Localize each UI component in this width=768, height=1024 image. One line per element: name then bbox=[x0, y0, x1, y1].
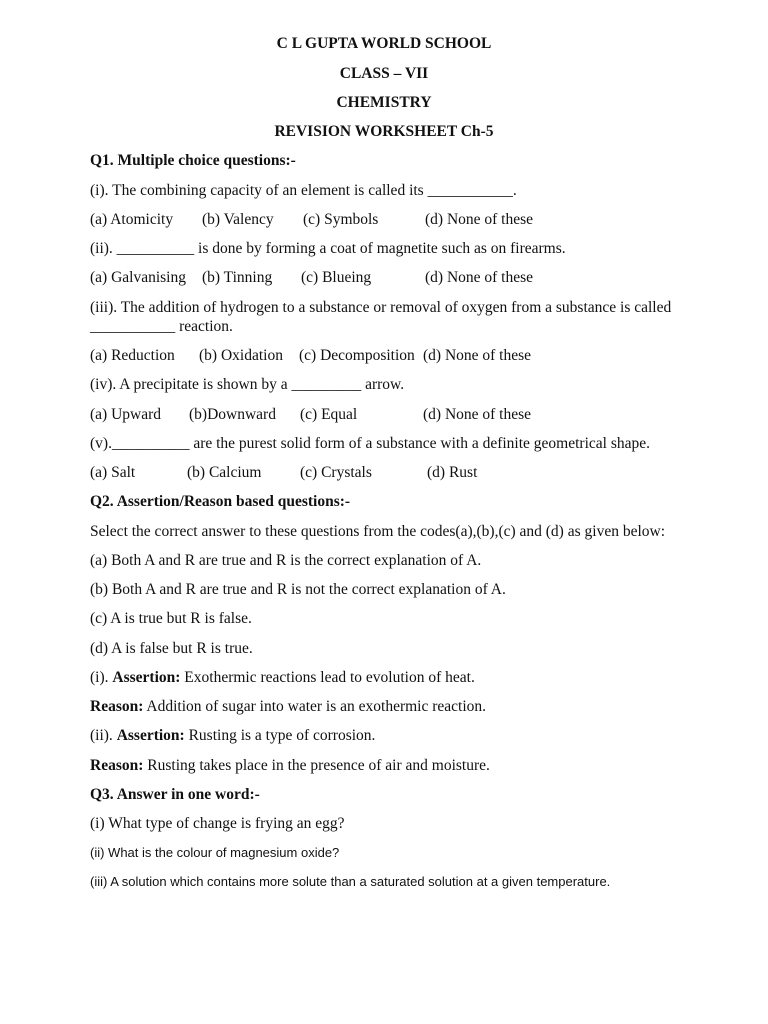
q1-5-option-a: (a) Salt bbox=[90, 464, 136, 481]
q2-assertion-1 bbox=[90, 668, 475, 688]
q3-heading: Q3. Answer in one word:- bbox=[90, 786, 260, 803]
assertion-label: Assertion: bbox=[116, 727, 185, 744]
q1-4-option-a: (a) Upward bbox=[90, 406, 162, 423]
q1-4-option-b: (b)Downward bbox=[189, 406, 276, 423]
q2-heading: Q2. Assertion/Reason based questions:- bbox=[90, 493, 351, 510]
subject-label: CHEMISTRY bbox=[336, 94, 432, 111]
worksheet-title: REVISION WORKSHEET Ch-5 bbox=[274, 123, 494, 140]
reason-text: Addition of sugar into water is an exothermic reaction. bbox=[143, 698, 487, 715]
q1-5-option-c: (c) Crystals bbox=[300, 464, 372, 481]
q2-item-2-number: (ii). bbox=[90, 727, 117, 744]
q1-question-1: (i). The combining capacity of an element is called its ___________. bbox=[90, 182, 517, 199]
q1-question-2: (ii). __________ is done by forming a coat of magnetite such as on firearms. bbox=[90, 240, 566, 257]
q1-2-option-c: (c) Blueing bbox=[301, 269, 372, 286]
q2-code-b: (b) Both A and R are true and R is not the correct explanation of A. bbox=[90, 581, 506, 598]
q1-1-option-c: (c) Symbols bbox=[303, 211, 379, 228]
q1-3-option-a: (a) Reduction bbox=[90, 347, 175, 364]
reason-label: Reason: bbox=[90, 757, 144, 774]
q1-5-option-b: (b) Calcium bbox=[187, 464, 262, 481]
q1-1-option-b: (b) Valency bbox=[202, 211, 274, 228]
assertion-text: Exothermic reactions lead to evolution of heat. bbox=[180, 669, 475, 686]
assertion-text: Rusting is a type of corrosion. bbox=[184, 727, 376, 744]
q2-code-c: (c) A is true but R is false. bbox=[90, 610, 252, 627]
q2-assertion-2 bbox=[90, 726, 375, 746]
q2-code-d: (d) A is false but R is true. bbox=[90, 640, 253, 657]
q1-3-option-d: (d) None of these bbox=[423, 347, 532, 364]
q1-1-option-a: (a) Atomicity bbox=[90, 211, 174, 228]
q1-2-option-d: (d) None of these bbox=[425, 269, 534, 286]
q2-item-1-number: (i). bbox=[90, 669, 113, 686]
q3-question-3: (iii) A solution which contains more solute than a saturated solution at a given temperature. bbox=[90, 874, 611, 889]
q2-reason-2 bbox=[90, 756, 490, 776]
q2-instruction: Select the correct answer to these questions from the codes(a),(b),(c) and (d) as given below: bbox=[90, 523, 666, 540]
school-name: C L GUPTA WORLD SCHOOL bbox=[276, 35, 492, 52]
q1-3-option-b: (b) Oxidation bbox=[199, 347, 283, 364]
reason-text: Rusting takes place in the presence of air and moisture. bbox=[143, 757, 490, 774]
q2-reason-1 bbox=[90, 697, 486, 717]
q1-5-option-d: (d) Rust bbox=[427, 464, 478, 481]
q1-4-option-d: (d) None of these bbox=[423, 406, 532, 423]
q1-heading: Q1. Multiple choice questions:- bbox=[90, 152, 296, 169]
class-label: CLASS – VII bbox=[339, 65, 429, 82]
q1-question-3-line2: ___________ reaction. bbox=[90, 318, 233, 335]
assertion-label: Assertion: bbox=[112, 669, 181, 686]
q1-2-option-b: (b) Tinning bbox=[202, 269, 273, 286]
q1-question-4: (iv). A precipitate is shown by a _________ arrow. bbox=[90, 376, 405, 393]
q3-question-2: (ii) What is the colour of magnesium oxide? bbox=[90, 845, 340, 860]
q1-4-option-c: (c) Equal bbox=[300, 406, 358, 423]
q2-code-a: (a) Both A and R are true and R is the correct explanation of A. bbox=[90, 552, 482, 569]
q1-3-option-c: (c) Decomposition bbox=[299, 347, 415, 364]
q3-question-1: (i) What type of change is frying an egg? bbox=[90, 815, 345, 832]
q1-question-3-line1: (iii). The addition of hydrogen to a substance or removal of oxygen from a substance is called bbox=[90, 299, 672, 316]
q1-question-5: (v).__________ are the purest solid form of a substance with a definite geometrical shape. bbox=[90, 435, 650, 452]
q1-2-option-a: (a) Galvanising bbox=[90, 269, 186, 286]
reason-label: Reason: bbox=[90, 698, 144, 715]
q1-1-option-d: (d) None of these bbox=[425, 211, 534, 228]
